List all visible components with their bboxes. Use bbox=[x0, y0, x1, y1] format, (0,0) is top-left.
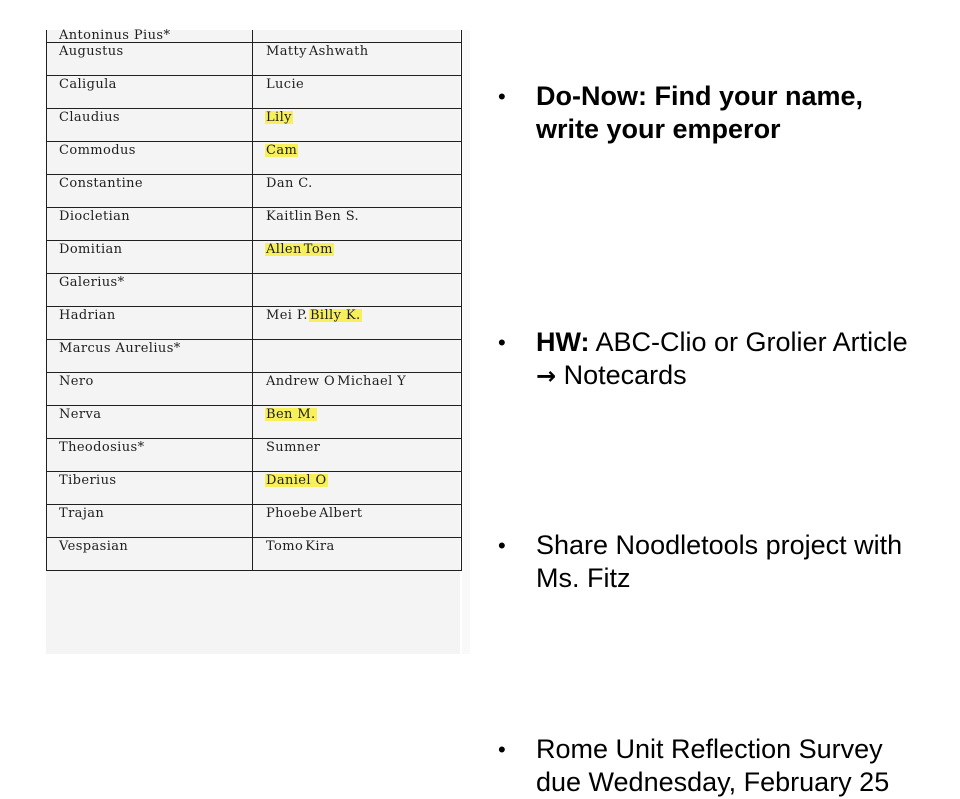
student-line bbox=[265, 441, 321, 455]
roster-row bbox=[47, 471, 462, 504]
emperor-roster-image bbox=[46, 30, 460, 654]
student-line bbox=[304, 540, 335, 554]
student-line bbox=[308, 45, 370, 59]
student-name: Lily bbox=[266, 109, 292, 125]
homework-label: HW: bbox=[536, 327, 590, 357]
student-name: Ben S. bbox=[314, 208, 360, 224]
student-name: Albert bbox=[319, 505, 363, 521]
roster-row bbox=[47, 75, 462, 108]
roster-row bbox=[47, 108, 462, 141]
donow-text: Do-Now: Find your name, write your emperor bbox=[536, 81, 863, 144]
students-cell bbox=[253, 273, 462, 306]
student-line bbox=[318, 507, 363, 521]
emperor-cell: Augustus bbox=[47, 42, 253, 75]
emperor-cell: Nerva bbox=[47, 405, 253, 438]
student-line bbox=[265, 45, 308, 59]
roster-row bbox=[47, 30, 462, 42]
emperor-cell: Caligula bbox=[47, 75, 253, 108]
students-cell bbox=[253, 141, 462, 174]
roster-row bbox=[47, 537, 462, 570]
roster-row bbox=[47, 405, 462, 438]
emperor-roster-table bbox=[46, 30, 462, 571]
student-name: Ashwath bbox=[308, 43, 369, 59]
emperor-cell: Antoninus Pius* bbox=[47, 30, 253, 42]
students-cell bbox=[253, 339, 462, 372]
right-arrow-icon: → bbox=[536, 362, 557, 390]
student-line bbox=[313, 210, 360, 224]
students-cell bbox=[253, 306, 462, 339]
students-cell bbox=[253, 504, 462, 537]
student-name: Cam bbox=[266, 142, 298, 158]
roster-row bbox=[47, 207, 462, 240]
roster-row bbox=[47, 372, 462, 405]
student-line bbox=[265, 309, 309, 323]
roster-row bbox=[47, 438, 462, 471]
bullet-icon: • bbox=[498, 330, 506, 355]
student-line bbox=[265, 210, 313, 224]
agenda-item-donow bbox=[496, 80, 916, 146]
survey-text: Rome Unit Reflection Survey due Wednesday, February 25 bbox=[536, 734, 890, 797]
agenda-item-survey bbox=[496, 733, 916, 799]
student-line bbox=[265, 507, 318, 521]
bullet-icon: • bbox=[498, 533, 506, 558]
students-cell bbox=[253, 405, 462, 438]
roster-row bbox=[47, 339, 462, 372]
students-cell bbox=[253, 174, 462, 207]
emperor-cell: Trajan bbox=[47, 504, 253, 537]
student-name: Sumner bbox=[266, 439, 321, 455]
student-line bbox=[265, 474, 328, 488]
student-name: Kira bbox=[305, 538, 335, 554]
student-name: Ben M. bbox=[266, 406, 316, 422]
student-line bbox=[265, 177, 314, 191]
agenda-item-homework bbox=[496, 326, 916, 393]
students-cell bbox=[253, 240, 462, 273]
student-line bbox=[309, 309, 362, 323]
emperor-cell: Domitian bbox=[47, 240, 253, 273]
student-name: Daniel O bbox=[266, 472, 327, 488]
student-line bbox=[265, 408, 317, 422]
student-name: Dan C. bbox=[266, 175, 313, 191]
student-line bbox=[265, 144, 298, 158]
student-name: Allen bbox=[266, 241, 302, 257]
roster-row bbox=[47, 240, 462, 273]
student-name: Billy K. bbox=[309, 307, 361, 323]
student-line bbox=[265, 540, 304, 554]
student-name: Phoebe bbox=[266, 505, 318, 521]
roster-row bbox=[47, 504, 462, 537]
student-line bbox=[265, 375, 336, 389]
students-cell bbox=[253, 30, 462, 42]
students-cell bbox=[253, 438, 462, 471]
students-cell bbox=[253, 75, 462, 108]
agenda-list bbox=[496, 80, 916, 797]
student-name: Andrew O bbox=[266, 373, 336, 389]
students-cell bbox=[253, 537, 462, 570]
emperor-cell: Galerius* bbox=[47, 273, 253, 306]
student-name: Kaitlin bbox=[266, 208, 313, 224]
homework-text-b: Notecards bbox=[563, 360, 687, 390]
emperor-cell: Constantine bbox=[47, 174, 253, 207]
student-name: Mei P. bbox=[266, 307, 308, 323]
emperor-cell: Commodus bbox=[47, 141, 253, 174]
emperor-cell: Diocletian bbox=[47, 207, 253, 240]
agenda-item-share bbox=[496, 529, 916, 595]
roster-row bbox=[47, 273, 462, 306]
emperor-cell: Theodosius* bbox=[47, 438, 253, 471]
share-text: Share Noodletools project with Ms. Fitz bbox=[536, 530, 903, 593]
students-cell bbox=[253, 108, 462, 141]
student-line bbox=[265, 78, 305, 92]
emperor-cell: Tiberius bbox=[47, 471, 253, 504]
bullet-icon: • bbox=[498, 737, 506, 762]
student-line bbox=[336, 375, 407, 389]
student-name: Tomo bbox=[266, 538, 304, 554]
roster-row bbox=[47, 141, 462, 174]
student-line bbox=[265, 243, 303, 257]
student-name: Matty bbox=[266, 43, 307, 59]
students-cell bbox=[253, 42, 462, 75]
roster-row bbox=[47, 306, 462, 339]
emperor-cell: Claudius bbox=[47, 108, 253, 141]
students-cell bbox=[253, 471, 462, 504]
roster-row bbox=[47, 42, 462, 75]
emperor-cell: Marcus Aurelius* bbox=[47, 339, 253, 372]
students-cell bbox=[253, 207, 462, 240]
homework-text-a: ABC-Clio or Grolier Article bbox=[595, 327, 908, 357]
student-name: Tom bbox=[303, 241, 333, 257]
emperor-cell: Vespasian bbox=[47, 537, 253, 570]
roster-row bbox=[47, 174, 462, 207]
student-line bbox=[303, 243, 334, 257]
emperor-cell: Hadrian bbox=[47, 306, 253, 339]
roster-image-edge bbox=[462, 30, 470, 654]
student-name: Michael Y bbox=[337, 373, 407, 389]
students-cell bbox=[253, 372, 462, 405]
student-line bbox=[265, 111, 293, 125]
student-name: Lucie bbox=[266, 76, 305, 92]
emperor-cell: Nero bbox=[47, 372, 253, 405]
bullet-icon: • bbox=[498, 84, 506, 109]
